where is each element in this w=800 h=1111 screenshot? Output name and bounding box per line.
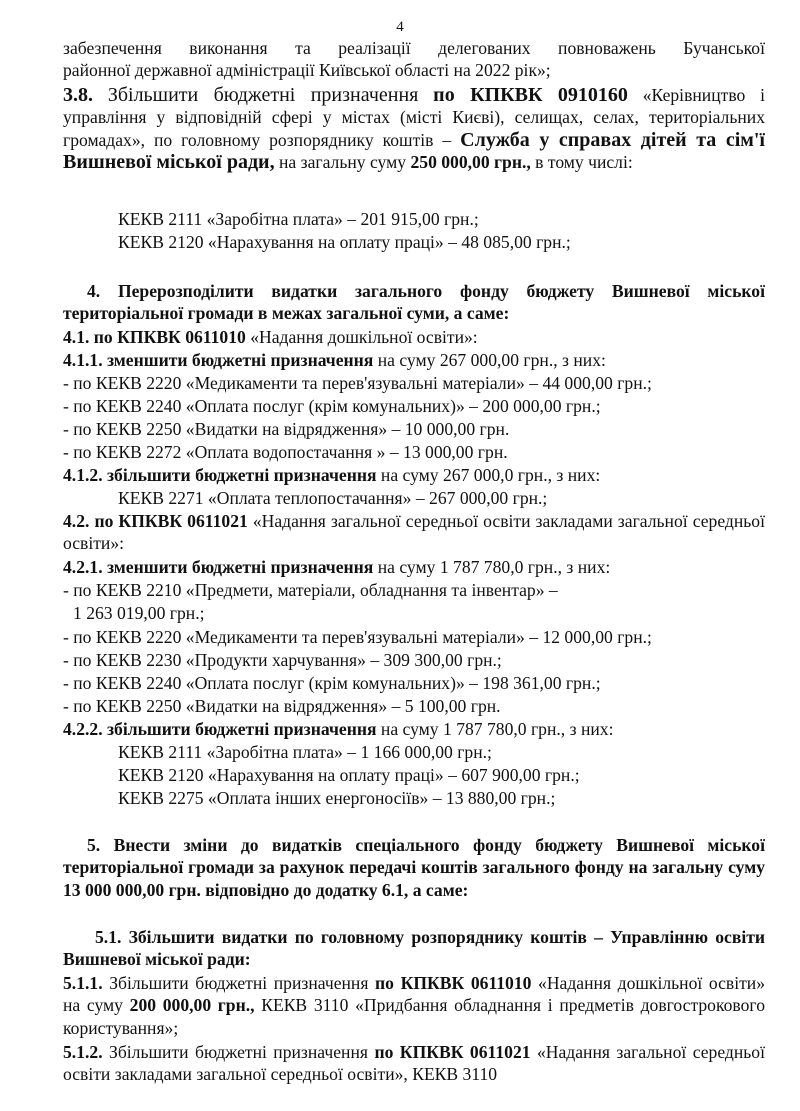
kekv-line: - по КЕКВ 2272 «Оплата водопостачання » – 13 000,00 грн. — [63, 442, 508, 462]
kekv-line: - по КЕКВ 2220 «Медикаменти та перев'язувальні матеріали» – 44 000,00 грн.; — [63, 373, 652, 393]
kekv-line: КЕКВ 2120 «Нарахування на оплату праці» – 48 085,00 грн.; — [118, 232, 571, 252]
kekv-line: - по КЕКВ 2240 «Оплата послуг (крім комунальних)» – 200 000,00 грн.; — [63, 396, 601, 416]
kekv-line: КЕКВ 2275 «Оплата інших енергоносіїв» – 13 880,00 грн.; — [118, 788, 556, 808]
kekv-line: - по КЕКВ 2250 «Видатки на відрядження» – 5 100,00 грн. — [63, 696, 501, 716]
subsection-4-1-2 — [63, 464, 765, 486]
subsection-amount: на суму 267 000,0 грн., з них: — [380, 465, 601, 485]
program-code: по КПКВК 0611010 — [375, 973, 532, 993]
paragraph-3-8 — [63, 84, 765, 174]
section-heading-text: 5. Внести зміни до видатків спеціального фонду бюджету Вишневої міської територіальної громади за рахунок передачі коштів загального фонду на загальну суму 13 000 000,00 грн. відповідно до додатку 6.1, а саме: — [63, 835, 765, 900]
section-5-heading — [63, 834, 765, 901]
subsection-amount: на суму 267 000,00 грн., з них: — [377, 350, 606, 370]
sum-lead: на загальну суму — [279, 152, 407, 173]
program-code: по КПКВК 0910160 — [433, 84, 628, 106]
subsection-code: 4.2. по КПКВК 0611021 — [63, 511, 248, 531]
subsection-4-1-1 — [63, 349, 765, 371]
subsection-action: Збільшити бюджетні призначення — [109, 1042, 368, 1062]
subsection-4-1 — [63, 326, 765, 348]
kekv-line: КЕКВ 2111 «Заробітна плата» – 201 915,00 грн.; — [118, 209, 479, 229]
subsection-number: 5.1.2. — [63, 1042, 103, 1062]
subsection-code: 4.1. по КПКВК 0611010 — [63, 327, 246, 347]
total-sum: 250 000,00 грн., — [410, 152, 531, 173]
subsection-text: «Надання дошкільної освіти»: — [250, 327, 478, 347]
subsection-action: 4.1.2. збільшити бюджетні призначення — [63, 465, 377, 485]
subsection-amount: на суму 1 787 780,0 грн., з них: — [380, 719, 614, 739]
kekv-line: КЕКВ 2111 «Заробітна плата» – 1 166 000,00 грн.; — [118, 742, 492, 762]
kekv-line: - по КЕКВ 2220 «Медикаменти та перев'язувальні матеріали» – 12 000,00 грн.; — [63, 627, 652, 647]
kekv-line: - по КЕКВ 2250 «Видатки на відрядження» – 10 000,00 грн. — [63, 419, 510, 439]
subsection-amount: на суму 1 787 780,0 грн., з них: — [377, 557, 611, 577]
subsection-5-1-1 — [63, 972, 765, 1039]
section-4-heading — [63, 280, 765, 325]
subsection-5-1 — [63, 926, 765, 971]
paragraph-number: 3.8. — [63, 84, 93, 106]
subsection-4-2-2 — [63, 718, 765, 740]
sum-tail: в тому числі: — [535, 152, 633, 173]
kekv-line: КЕКВ 2271 «Оплата теплопостачання» – 267 000,00 грн.; — [118, 488, 548, 508]
kekv-line-continued: 1 263 019,00 грн.; — [73, 603, 205, 623]
subsection-5-1-2 — [63, 1041, 765, 1086]
subsection-text: «Надання загальної середньої освіти закладами загальної середньої освіти»: — [63, 511, 765, 554]
program-code: по КПКВК 0611021 — [374, 1042, 531, 1062]
kekv-line: - по КЕКВ 2240 «Оплата послуг (крім комунальних)» – 198 361,00 грн.; — [63, 673, 601, 693]
kekv-line: - по КЕКВ 2230 «Продукти харчування» – 309 300,00 грн.; — [63, 650, 502, 670]
program-text: «Надання загальної середньої освіти закладами загальної середньої освіти», КЕКВ 3110 — [63, 1042, 765, 1085]
program-text: «Керівництво і управління у відповідній сфері у містах (місті Києві), селищах, селах, територіальних громадах», по головному розпоряднику коштів – — [63, 85, 765, 150]
subsection-number: 5.1.1. — [63, 973, 103, 993]
page-number: 4 — [396, 19, 404, 35]
total-sum: 200 000,00 грн., — [129, 995, 255, 1016]
subsection-4-2-1 — [63, 556, 765, 578]
intro-line-1: забезпечення виконання та реалізації делегованих повноважень Бучанської — [63, 38, 765, 58]
kekv-line: - по КЕКВ 2210 «Предмети, матеріали, обладнання та інвентар» – — [63, 580, 558, 600]
paragraph-lead: Збільшити бюджетні призначення — [107, 84, 419, 106]
intro-line-2: районної державної адміністрації Київської області на 2022 рік»; — [63, 60, 551, 80]
kekv-line: КЕКВ 2120 «Нарахування на оплату праці» – 607 900,00 грн.; — [118, 765, 580, 785]
kekv-text: КЕКВ 3110 «Придбання обладнання і предметів довгострокового користування»; — [63, 995, 765, 1038]
section-heading-text: 4. Перерозподілити видатки загального фонду бюджету Вишневої міської територіальної громади в межах загальної суми, а саме: — [63, 281, 765, 324]
organization-name: Служба у справах дітей та сім'ї Вишневої міської ради, — [63, 128, 765, 174]
subsection-action: Збільшити бюджетні призначення — [109, 973, 369, 993]
subsection-text: 5.1. Збільшити видатки по головному розпоряднику коштів – Управлінню освіти Вишневої міської ради: — [63, 927, 765, 970]
subsection-action: 4.1.1. зменшити бюджетні призначення — [63, 350, 374, 370]
subsection-action: 4.2.2. збільшити бюджетні призначення — [63, 719, 377, 739]
subsection-4-2 — [63, 510, 765, 555]
subsection-action: 4.2.1. зменшити бюджетні призначення — [63, 557, 374, 577]
program-text: «Надання дошкільної освіти» на суму — [63, 973, 765, 1016]
